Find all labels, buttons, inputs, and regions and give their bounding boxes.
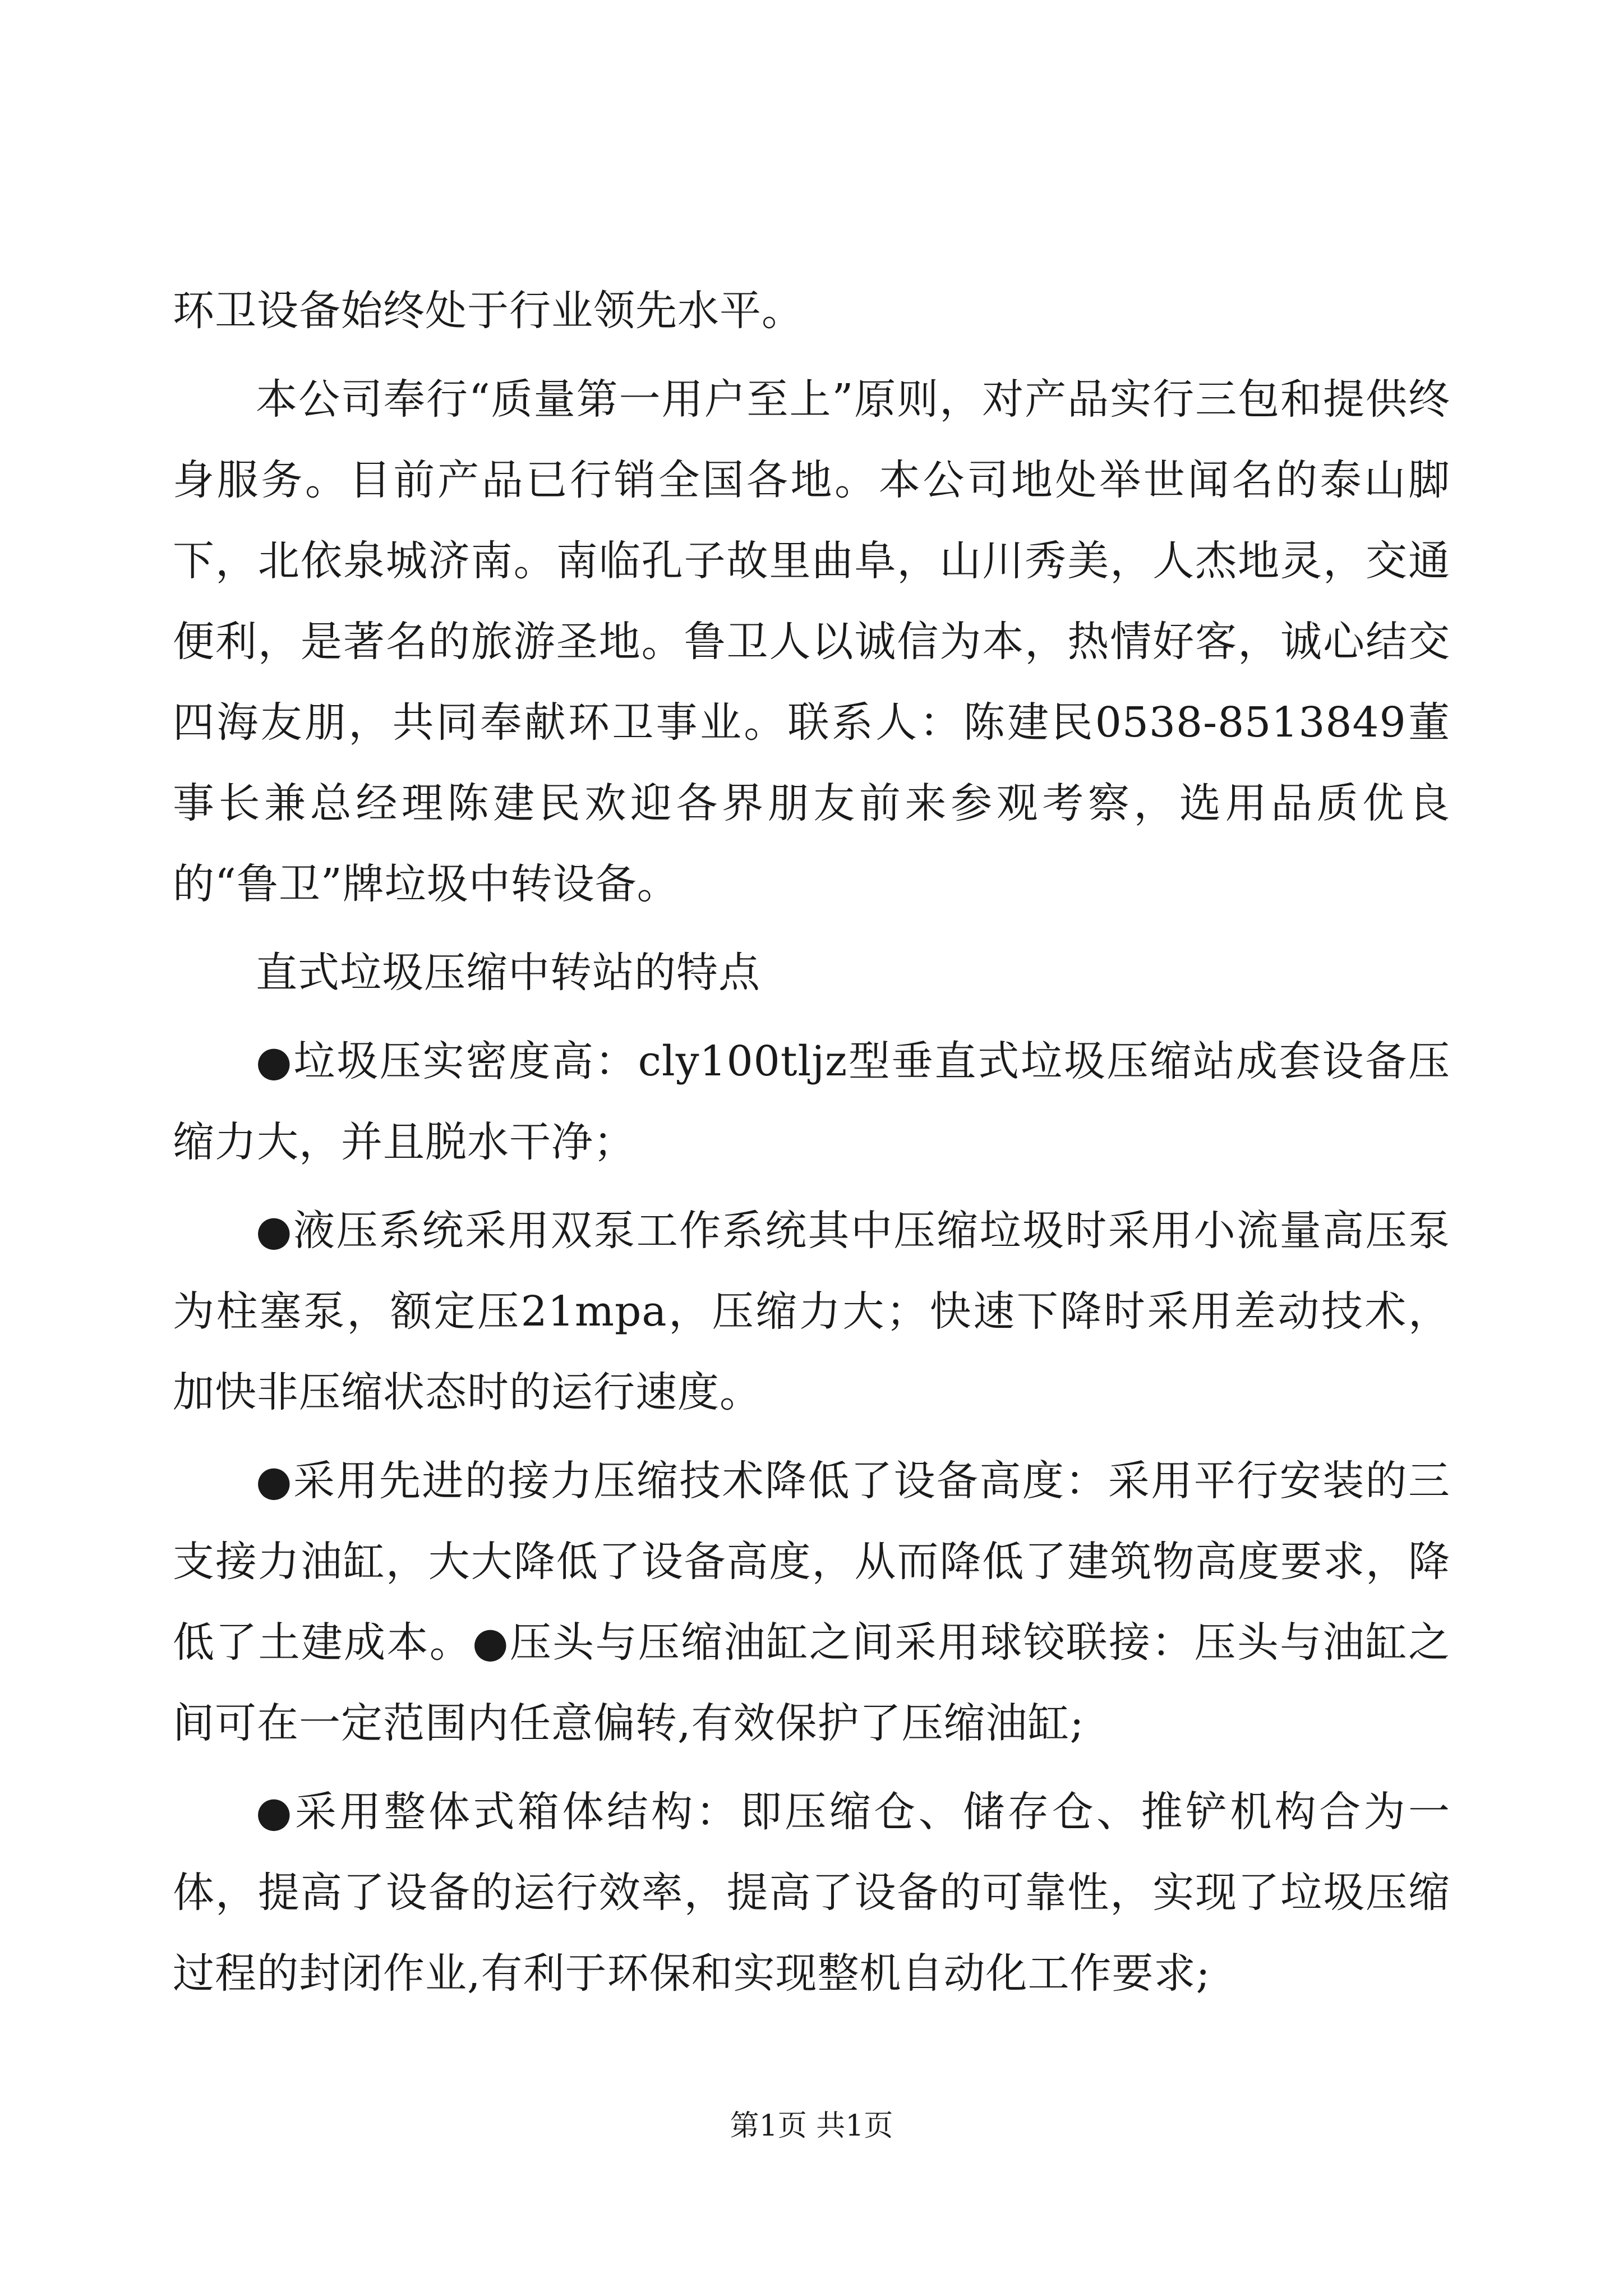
page-footer: 第1页 共1页 [730, 2109, 893, 2143]
paragraph-2: 本公司奉行“质量第一用户至上”原则，对产品实行三包和提供终身服务。目前产品已行销全国各地。本公司地处举世闻名的泰山脚下，北依泉城济南。南临孔子故里曲阜，山川秀美，人杰地灵，交通便利，是著名的旅游圣地。鲁卫人以诚信为本，热情好客，诚心结交四海友朋，共同奉献环卫事业。联系人：陈建民0538-8513849董事长兼总经理陈建民欢迎各界朋友前来参观考察，选用品质优良的“鲁卫”牌垃圾中转设备。 [173, 375, 1450, 908]
feature-integrated-box: ●采用整体式箱体结构：即压缩仓、储存仓、推铲机构合为一体，提高了设备的运行效率，提高了设备的可靠性，实现了垃圾压缩过程的封闭作业,有利于环保和实现整机自动化工作要求; [173, 1788, 1450, 1998]
paragraph-1: 环卫设备始终处于行业领先水平。 [173, 287, 804, 335]
document-body [173, 270, 1450, 2014]
feature-compaction-density: ●垃圾压实密度高：cly100tljz型垂直式垃圾压缩站成套设备压缩力大，并且脱水干净； [173, 1037, 1450, 1166]
feature-hydraulic-system: ●液压系统采用双泵工作系统其中压缩垃圾时采用小流量高压泵为柱塞泵，额定压21mpa，压缩力大；快速下降时采用差动技术，加快非压缩状态时的运行速度。 [173, 1207, 1450, 1416]
section-heading: 直式垃圾压缩中转站的特点 [256, 949, 760, 997]
feature-relay-compression: ●采用先进的接力压缩技术降低了设备高度：采用平行安装的三支接力油缸，大大降低了设备高度，从而降低了建筑物高度要求，降低了土建成本。●压头与压缩油缸之间采用球铰联接：压头与油缸之间可在一定范围内任意偏转,有效保护了压缩油缸; [173, 1457, 1450, 1747]
